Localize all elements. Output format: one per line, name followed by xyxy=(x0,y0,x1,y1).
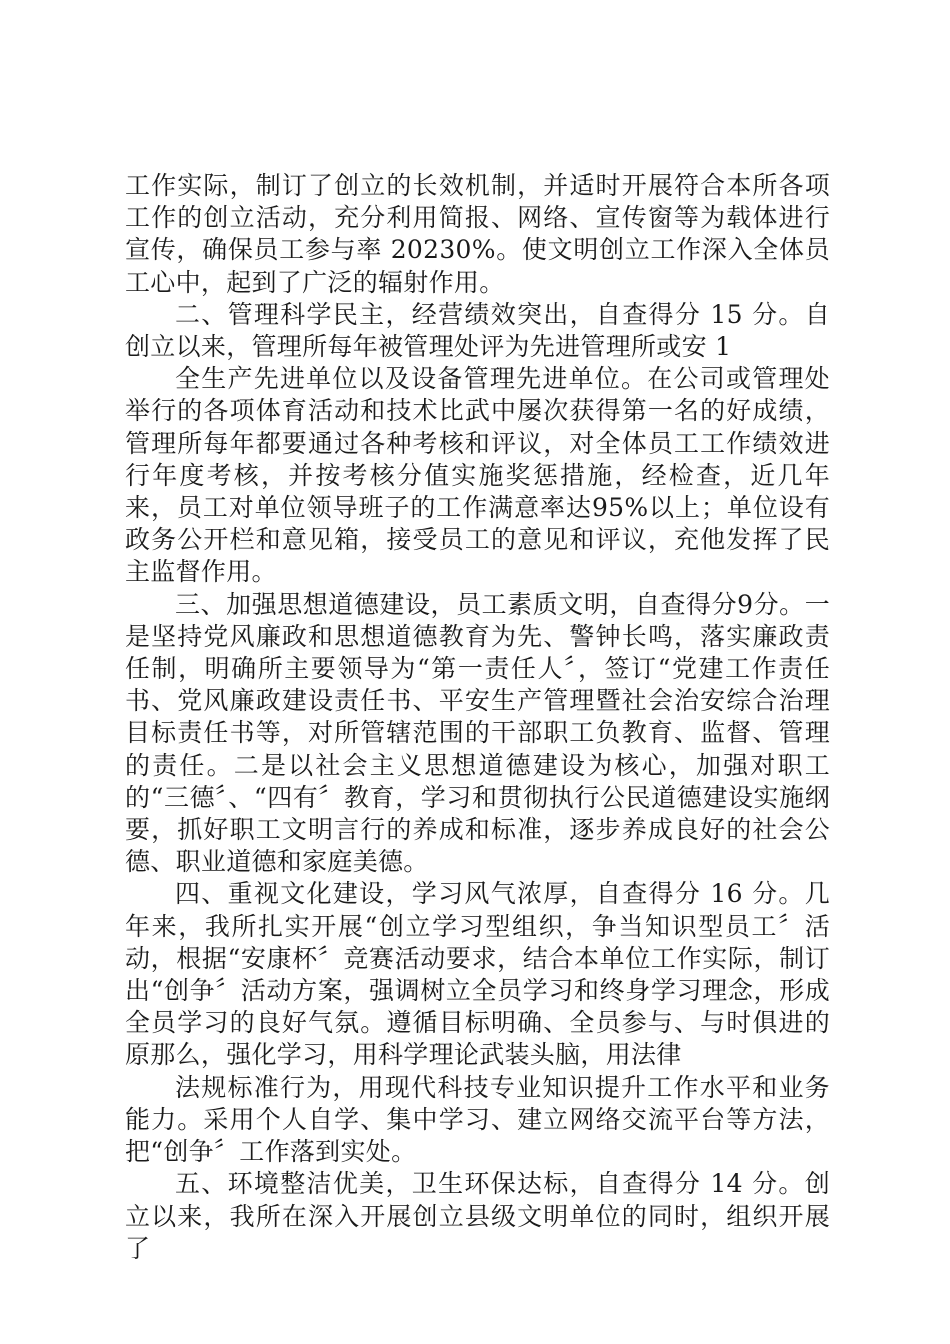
paragraph-section-4: 四、重视文化建设，学习风气浓厚，自查得分 16 分。几年来，我所扎实开展“创立学习型组织，争当知识型员工〞活动，根据“安康杯〞竞赛活动要求，结合本单位工作实际，制订出“创争〞活动方案，强调树立全员学习和终身学习理念，形成全员学习的良好气氛。遵循目标明确、全员参与、与时俱进的原那么，强化学习，用科学理论武装头脑，用法律 xyxy=(125,879,830,1070)
paragraph-section-2-continued: 全生产先进单位以及设备管理先进单位。在公司或管理处举行的各项体育活动和技术比武中屡次获得第一名的好成绩，管理所每年都要通过各种考核和评议，对全体员工工作绩效进行年度考核，并按考核分值实施奖惩措施，经检查，近几年来，员工对单位领导班子的工作满意率达95%以上；单位设有政务公开栏和意见箱，接受员工的意见和评议，充他发挥了民主监督作用。 xyxy=(125,364,830,587)
document-body xyxy=(125,170,830,1265)
paragraph-section-4-continued: 法规标准行为，用现代科技专业知识提升工作水平和业务能力。采用个人自学、集中学习、建立网络交流平台等方法，把“创争〞工作落到实处。 xyxy=(125,1072,830,1167)
paragraph-section-3: 三、加强思想道德建设，员工素质文明，自查得分9分。一是坚持党风廉政和思想道德教育为先、警钟长鸣，落实廉政责任制，明确所主要领导为“第一责任人〞，签订“党建工作责任书、党风廉政建设责任书、平安生产管理暨社会治安综合治理目标责任书等，对所管辖范围的干部职工负教育、监督、管理的责任。二是以社会主义思想道德建设为核心，加强对职工的“三德〞、“四有〞教育，学习和贯彻执行公民道德建设实施纲要，抓好职工文明言行的养成和标准，逐步养成良好的社会公德、职业道德和家庭美德。 xyxy=(125,589,830,877)
paragraph-continuation: 工作实际，制订了创立的长效机制，并适时开展符合本所各项工作的创立活动，充分利用简报、网络、宣传窗等为载体进行宣传，确保员工参与率 20230%。使文明创立工作深入全体员工心中，起到了广泛的辐射作用。 xyxy=(125,171,830,297)
paragraph-section-2: 二、管理科学民主，经营绩效突出，自查得分 15 分。自创立以来，管理所每年被管理处评为先进管理所或安 1 xyxy=(125,299,830,362)
paragraph-section-5: 五、环境整洁优美，卫生环保达标，自查得分 14 分。创立以来，我所在深入开展创立县级文明单位的同时，组织开展了 xyxy=(125,1169,830,1263)
